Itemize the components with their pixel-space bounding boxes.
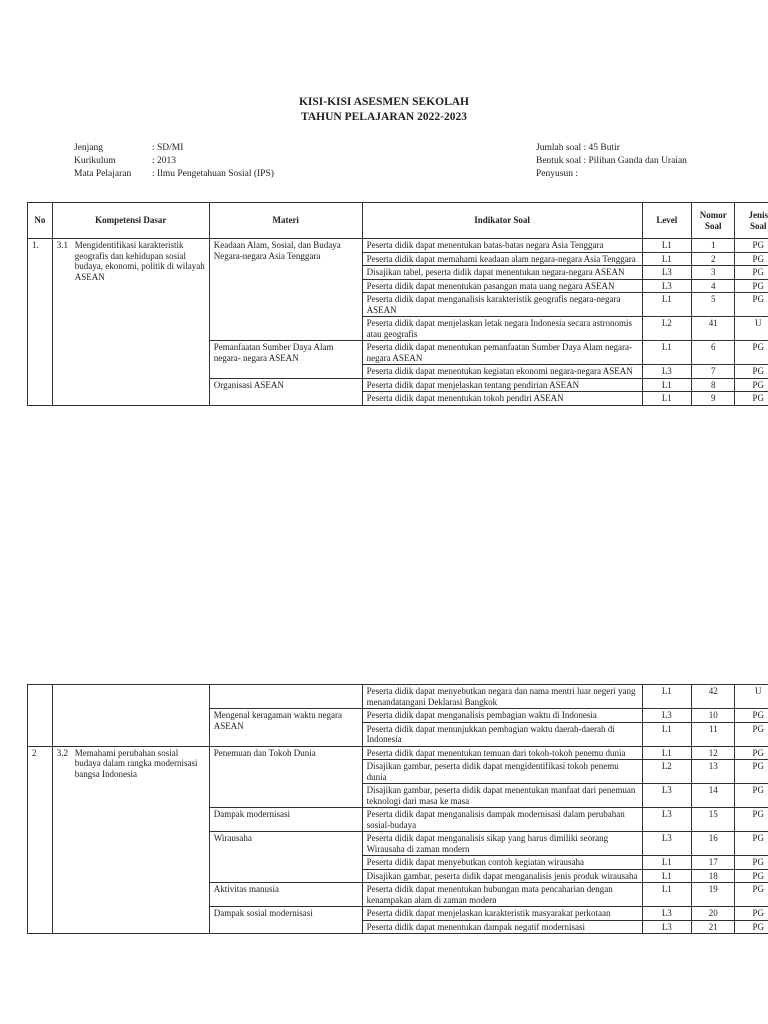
jenis-cell: PG	[735, 920, 768, 934]
info-right	[536, 142, 687, 181]
col-header-jenis-soal: Jenis Soal	[735, 203, 768, 239]
level-cell: L3	[642, 279, 692, 293]
level-cell: L3	[642, 365, 692, 379]
nomor-cell: 21	[692, 920, 735, 934]
nomor-cell: 15	[692, 808, 735, 832]
jenis-cell: PG	[735, 907, 768, 921]
kisi-kisi-table-page1	[27, 202, 768, 406]
level-cell: L3	[642, 808, 692, 832]
indikator-cell: Disajikan gambar, peserta didik dapat menganalisis jenis produk wirausaha	[362, 869, 642, 883]
jenis-cell: PG	[735, 392, 768, 406]
indikator-cell: Peserta didik dapat menentukan pasangan mata uang negara ASEAN	[362, 279, 642, 293]
nomor-cell: 6	[692, 341, 735, 365]
info-mapel	[74, 168, 274, 181]
jenis-cell: PG	[735, 709, 768, 723]
nomor-cell: 1	[692, 239, 735, 253]
nomor-cell: 13	[692, 760, 735, 784]
indikator-cell: Peserta didik dapat menentukan dampak negatif modernisasi	[362, 920, 642, 934]
info-value: : Ilmu Pengetahuan Sosial (IPS)	[152, 169, 274, 179]
jenis-cell: U	[735, 685, 768, 709]
indikator-cell: Peserta didik dapat menentukan batas-batas negara Asia Tenggara	[362, 239, 642, 253]
row-number: 2	[28, 746, 53, 934]
indikator-cell: Peserta didik dapat menganalisis dampak modernisasi dalam perubahan sosial-budaya	[362, 808, 642, 832]
table-row	[28, 239, 768, 253]
nomor-cell: 4	[692, 279, 735, 293]
jenis-cell: U	[735, 317, 768, 341]
level-cell: L1	[642, 883, 692, 907]
kd-text: Mengidentifikasi karakteristik geografis dan kehidupan sosial budaya, ekonomi, politik di wilayah ASEAN	[74, 240, 205, 282]
jenis-cell: PG	[735, 239, 768, 253]
materi-cell: Organisasi ASEAN	[209, 378, 362, 405]
table-header-row	[28, 203, 768, 239]
level-cell: L1	[642, 869, 692, 883]
level-cell: L1	[642, 856, 692, 870]
nomor-cell: 17	[692, 856, 735, 870]
level-cell: L3	[642, 784, 692, 808]
materi-cell	[209, 685, 362, 709]
row-number	[28, 685, 53, 747]
level-cell: L1	[642, 392, 692, 406]
info-penyusun: Penyusun :	[536, 169, 578, 179]
jenis-cell: PG	[735, 279, 768, 293]
nomor-cell: 7	[692, 365, 735, 379]
level-cell: L1	[642, 378, 692, 392]
info-label: Jenjang	[74, 143, 104, 153]
kompetensi-dasar-cell	[52, 746, 209, 934]
nomor-cell: 14	[692, 784, 735, 808]
jenis-cell: PG	[735, 378, 768, 392]
jenis-cell: PG	[735, 784, 768, 808]
col-header-nomor-soal: Nomor Soal	[692, 203, 735, 239]
info-value: : 2013	[152, 156, 177, 166]
indikator-cell: Peserta didik dapat menunjukkan pembagian waktu daerah-daerah di Indonesia	[362, 722, 642, 746]
info-label: Mata Pelajaran	[74, 169, 132, 179]
nomor-cell: 9	[692, 392, 735, 406]
nomor-cell: 8	[692, 378, 735, 392]
indikator-cell: Peserta didik dapat memahami keadaan alam negara-negara Asia Tenggara	[362, 252, 642, 266]
nomor-cell: 10	[692, 709, 735, 723]
col-header-no: No	[28, 203, 53, 239]
level-cell: L3	[642, 709, 692, 723]
materi-cell: Dampak modernisasi	[209, 808, 362, 832]
jenis-cell: PG	[735, 883, 768, 907]
info-bentuk-soal: Bentuk soal : Pilihan Ganda dan Uraian	[536, 156, 687, 166]
level-cell: L2	[642, 317, 692, 341]
jenis-cell: PG	[735, 808, 768, 832]
row-number: 1.	[28, 239, 53, 406]
jenis-cell: PG	[735, 746, 768, 760]
materi-cell: Penemuan dan Tokoh Dunia	[209, 746, 362, 808]
jenis-cell: PG	[735, 869, 768, 883]
indikator-cell: Peserta didik dapat menganalisis karakteristik geografis negara-negara ASEAN	[362, 293, 642, 317]
level-cell: L1	[642, 239, 692, 253]
nomor-cell: 19	[692, 883, 735, 907]
level-cell: L1	[642, 722, 692, 746]
kompetensi-dasar-cell	[52, 239, 209, 406]
materi-cell: Dampak sosial modernisasi	[209, 907, 362, 934]
kd-number: 3.1	[56, 240, 69, 250]
level-cell: L1	[642, 252, 692, 266]
document-subtitle: TAHUN PELAJARAN 2022-2023	[301, 111, 467, 123]
indikator-cell: Peserta didik dapat menentukan tokoh pendiri ASEAN	[362, 392, 642, 406]
nomor-cell: 5	[692, 293, 735, 317]
table-row	[28, 746, 768, 760]
level-cell: L1	[642, 746, 692, 760]
jenis-cell: PG	[735, 760, 768, 784]
kd-number: 3.2	[56, 747, 69, 758]
level-cell: L3	[642, 266, 692, 280]
kompetensi-dasar-cell	[52, 685, 209, 747]
indikator-cell: Disajikan tabel, peserta didik dapat menentukan negara-negara ASEAN	[362, 266, 642, 280]
nomor-cell: 3	[692, 266, 735, 280]
info-label: Kurikulum	[74, 156, 116, 166]
jenis-cell: PG	[735, 722, 768, 746]
indikator-cell: Peserta didik dapat menganalisis pembagian waktu di Indonesia	[362, 709, 642, 723]
jenis-cell: PG	[735, 293, 768, 317]
level-cell: L1	[642, 685, 692, 709]
level-cell: L3	[642, 920, 692, 934]
nomor-cell: 11	[692, 722, 735, 746]
indikator-cell: Peserta didik dapat menentukan kegiatan ekonomi negara-negara ASEAN	[362, 365, 642, 379]
indikator-cell: Peserta didik dapat menyebutkan negara dan nama mentri luar negeri yang menandatangani Deklarasi Bangkok	[362, 685, 642, 709]
jenis-cell: PG	[735, 832, 768, 856]
indikator-cell: Peserta didik dapat menjelaskan tentang pendirian ASEAN	[362, 378, 642, 392]
indikator-cell: Peserta didik dapat menentukan hubungan mata pencaharian dengan kenampakan alam di zaman modern	[362, 883, 642, 907]
nomor-cell: 41	[692, 317, 735, 341]
level-cell: L1	[642, 293, 692, 317]
level-cell: L1	[642, 341, 692, 365]
indikator-cell: Disajikan gambar, peserta didik dapat mengidentifikasi tokoh penemu dunia	[362, 760, 642, 784]
kisi-kisi-table-page2	[27, 684, 768, 934]
materi-cell: Keadaan Alam, Sosial, dan Budaya Negara-negara Asia Tenggara	[209, 239, 362, 341]
info-kurikulum	[74, 155, 274, 168]
table-row	[28, 685, 768, 709]
jenis-cell: PG	[735, 266, 768, 280]
level-cell: L3	[642, 832, 692, 856]
indikator-cell: Peserta didik dapat menganalisis sikap yang harus dimiliki seorang Wirausaha di zaman modern	[362, 832, 642, 856]
jenis-cell: PG	[735, 252, 768, 266]
col-header-kompetensi-dasar: Kompetensi Dasar	[52, 203, 209, 239]
indikator-cell: Peserta didik dapat menentukan pemanfaatan Sumber Daya Alam negara- negara ASEAN	[362, 341, 642, 365]
indikator-cell: Peserta didik dapat menentukan temuan dari tokoh-tokoh penemu dunia	[362, 746, 642, 760]
document-title: KISI-KISI ASESMEN SEKOLAH	[298, 96, 469, 108]
nomor-cell: 12	[692, 746, 735, 760]
col-header-materi: Materi	[209, 203, 362, 239]
info-value: : SD/MI	[152, 143, 184, 153]
level-cell: L3	[642, 907, 692, 921]
kd-text: Memahami perubahan sosial budaya dalam rangka modernisasi bangsa Indonesia	[74, 747, 198, 779]
level-cell: L2	[642, 760, 692, 784]
info-left	[74, 142, 274, 181]
indikator-cell: Peserta didik dapat menyebutkan contoh kegiatan wirausaha	[362, 856, 642, 870]
nomor-cell: 2	[692, 252, 735, 266]
info-jenjang	[74, 142, 274, 155]
jenis-cell: PG	[735, 341, 768, 365]
indikator-cell: Disajikan gambar, peserta didik dapat menentukan manfaat dari penemuan teknologi dari masa ke masa	[362, 784, 642, 808]
materi-cell: Mengenal keragaman waktu negara ASEAN	[209, 709, 362, 747]
nomor-cell: 18	[692, 869, 735, 883]
nomor-cell: 16	[692, 832, 735, 856]
indikator-cell: Peserta didik dapat menjelaskan letak negara Indonesia secara astronomis atau geografis	[362, 317, 642, 341]
nomor-cell: 20	[692, 907, 735, 921]
materi-cell: Wirausaha	[209, 832, 362, 883]
nomor-cell: 42	[692, 685, 735, 709]
indikator-cell: Peserta didik dapat menjelaskan karakteristik masyarakat perkotaan	[362, 907, 642, 921]
jenis-cell: PG	[735, 365, 768, 379]
materi-cell: Aktivitas manusia	[209, 883, 362, 907]
info-jumlah-soal: Jumlah soal : 45 Butir	[536, 143, 620, 153]
col-header-indikator: Indikator Soal	[362, 203, 642, 239]
col-header-level: Level	[642, 203, 692, 239]
jenis-cell: PG	[735, 856, 768, 870]
materi-cell: Pemanfaatan Sumber Daya Alam negara- negara ASEAN	[209, 341, 362, 379]
